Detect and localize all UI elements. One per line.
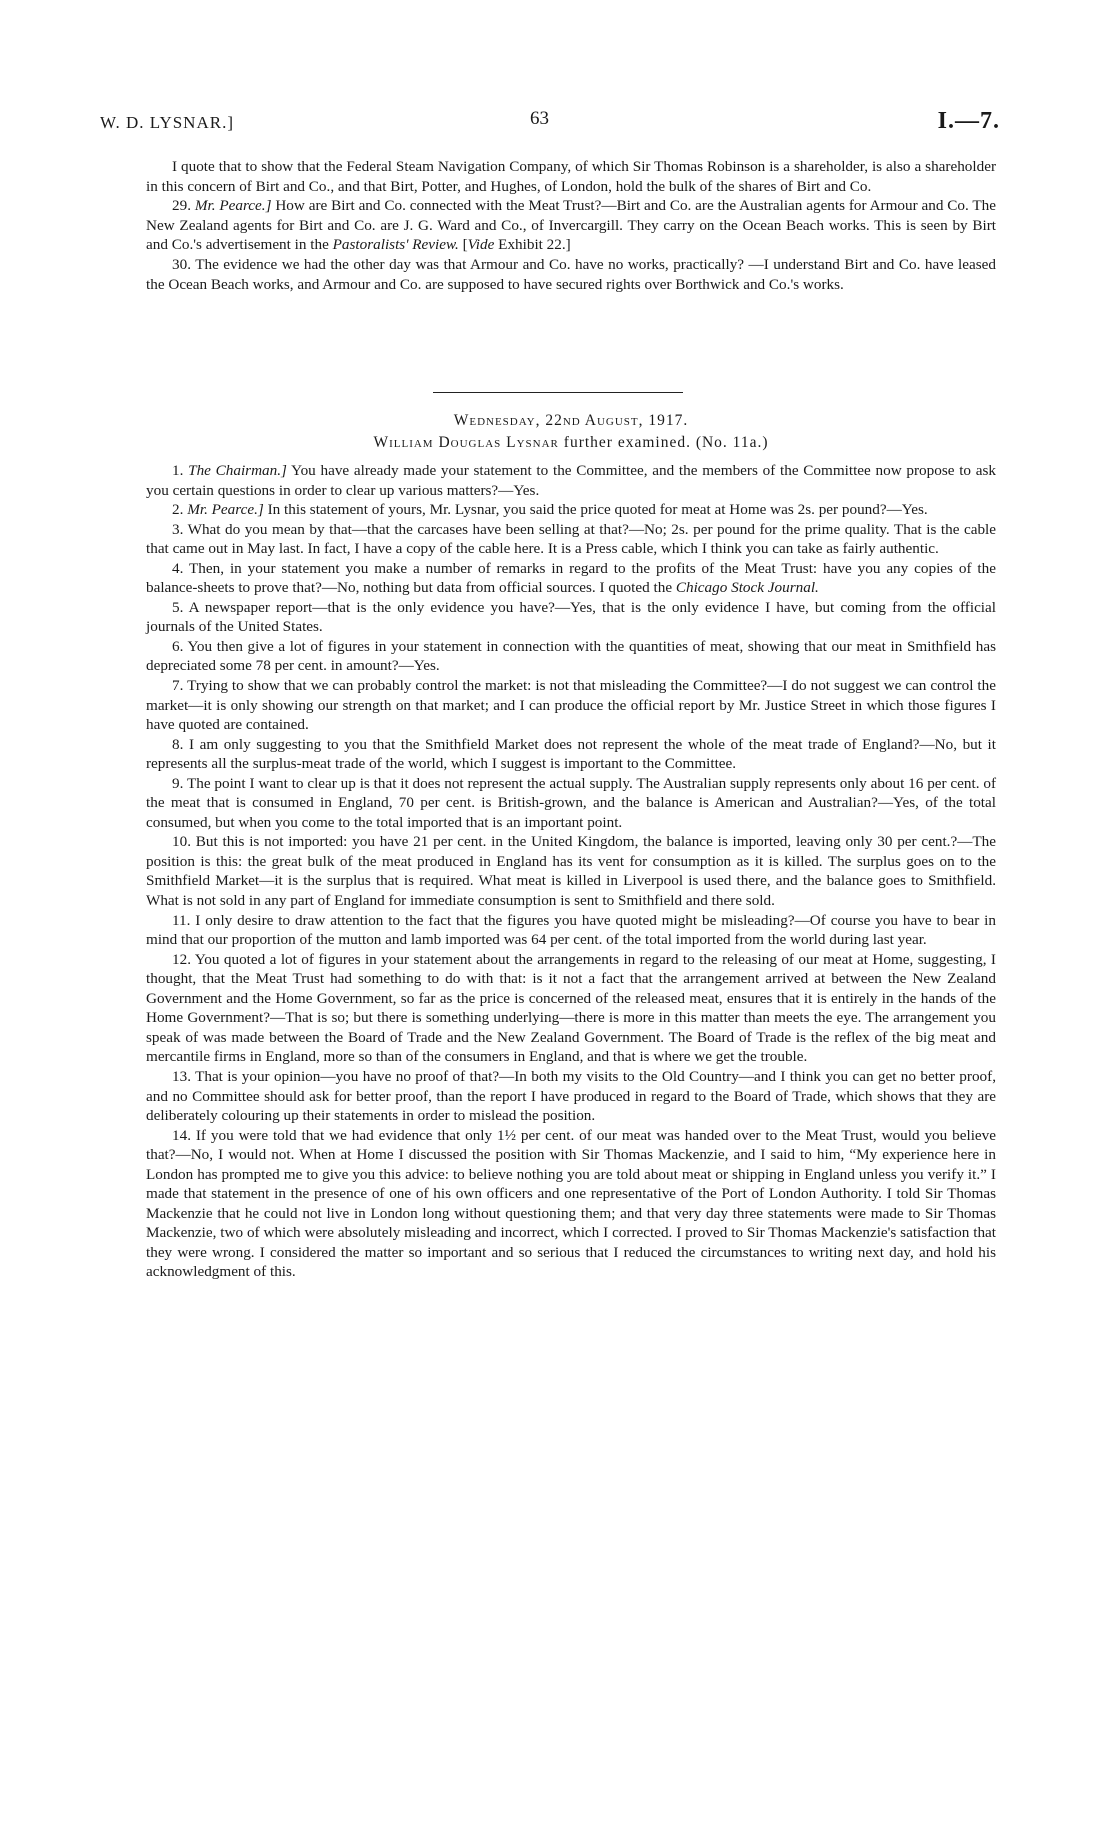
question: 1. The Chairman.] You have already made your statement to the Committee, and the members of the Committee now propose to ask you certain questions in order to clear up various matters?—Yes.	[146, 462, 997, 499]
question: 12. You quoted a lot of figures in your statement about the arrangements in regard to the releasing of our meat at Home, suggesting, I thought, that the Meat Trust had something to do with that: is it not a fact that the arrangement arrived at between the New Zealand Government and the Home Government, so far as the price is concerned of the released meat, ensures that it is entirely in the hands of the Home Government?—That is so; but there is something underlying—there is more in this matter than meets the eye. The arrangement you speak of was made between the Board of Trade and the New Zealand Government. The Board of Trade is the reflex of the big meat and mercantile firms in England, more so than of the consumers in England, and that is where we get the trouble.	[146, 950, 996, 1066]
section-divider	[433, 392, 683, 393]
question: 4. Then, in your statement you make a number of remarks in regard to the profits of the Meat Trust: have you any copies of the balance-sheets to prove that?—No, nothing but data from official sources. I quoted the Chicago Stock Journal.	[146, 559, 996, 597]
paragraph: 30. The evidence we had the other day was that Armour and Co. have no works, practically? —I understand Birt and Co. have leased the Ocean Beach works, and Armour and Co. are supposed to have secured rights over Borthwick and Co.'s works.	[146, 255, 996, 293]
question: 14. If you were told that we had evidence that only 1½ per cent. of our meat was handed over to the Meat Trust, would you believe that?—No, I would not. When at Home I discussed the position with Sir Thomas Mackenzie, and I said to him, “My experience here in London has prompted me to give you this advice: to believe nothing you are told about meat or shipping in England unless you verify it.” I made that statement in the presence of one of his own officers and one representative of the Port of London Authority. I told Sir Thomas Mackenzie that he could not live in London long without questioning them; and that very day three statements were made to Sir Thomas Mackenzie, two of which were absolutely misleading and incorrect, which I corrected. I proved to Sir Thomas Mackenzie's satisfaction that they were wrong. I considered the matter so important and so serious that I reduced the circumstances to writing next day, and hold his acknowledgment of this.	[146, 1126, 996, 1281]
question: 8. I am only suggesting to you that the Smithfield Market does not represent the whole of the meat trade of England?—No, but it represents all the surplus-meat trade of the world, which I suggest is important to the Committee.	[146, 735, 996, 773]
section-witness-line: William Douglas Lysnar further examined. (No. 11a.)	[373, 434, 769, 451]
question: 10. But this is not imported: you have 21 per cent. in the United Kingdom, the balance is imported, leaving only 30 per cent.?—The position is this: the great bulk of the meat produced in England has its vent for consumption as it is killed. The surplus goes on to the Smithfield Market—it is the surplus that is required. What meat is killed in Liverpool is used there, and the balance goes to Smithfield. What is not sold in any part of England for immediate consumption is sent to Smithfield and there sold.	[146, 833, 996, 910]
question: 5. A newspaper report—that is the only evidence you have?—Yes, that is the only evidence I have, but coming from the official journals of the United States.	[146, 598, 996, 636]
question: 3. What do you mean by that—that the carcases have been selling at that?—No; 2s. per pound for the prime quality. That is the cable that came out in May last. In fact, I have a copy of the cable here. It is a Press cable, which I think you can take as fairly authentic.	[146, 520, 996, 558]
page-header	[100, 108, 1000, 138]
question: 13. That is your opinion—you have no proof of that?—In both my visits to the Old Country—and I think you can get no better proof, and no Committee should ask for better proof, than the report I have produced in regard to the Board of Trade, which shows that they are deliberately colouring up their statements in order to mislead the position.	[146, 1067, 996, 1125]
question: 7. Trying to show that we can probably control the market: is not that misleading the Committee?—I do not suggest we can control the market—it is only showing our strength on that market; and I can produce the official report by Mr. Justice Street in which those figures I have quoted are contained.	[146, 677, 996, 734]
paragraph: I quote that to show that the Federal Steam Navigation Company, of which Sir Thomas Robinson is a shareholder, is also a shareholder in this concern of Birt and Co., and that Birt, Potter, and Hughes, of London, hold the bulk of the shares of Birt and Co.	[146, 158, 996, 195]
paragraph: 29. Mr. Pearce.] How are Birt and Co. connected with the Meat Trust?—Birt and Co. are the Australian agents for Armour and Co. The New Zealand agents for Birt and Co. are J. G. Ward and Co., of Invercargill. They carry on the Ocean Beach works. This is seen by Birt and Co.'s advertisement in the Pastoralists' Review. [Vide Exhibit 22.]	[146, 197, 996, 254]
page-number: 63	[530, 108, 549, 129]
question: 9. The point I want to clear up is that it does not represent the actual supply. The Australian supply represents only about 16 per cent. of the meat that is consumed in England, 70 per cent. is British-grown, and the balance is American and Australian?—Yes, of the total consumed, but when you come to the total imported that is an important point.	[146, 774, 996, 831]
question: 6. You then give a lot of figures in your statement in connection with the quantities of meat, showing that our meat in Smithfield has depreciated some 78 per cent. in amount?—Yes.	[146, 637, 996, 675]
paper-reference: I.—7.	[937, 108, 1000, 134]
examination-text	[146, 461, 996, 1282]
question: 2. Mr. Pearce.] In this statement of yours, Mr. Lysnar, you said the price quoted for meat at Home was 2s. per pound?—Yes.	[172, 501, 928, 519]
section-date: Wednesday, 22nd August, 1917.	[453, 412, 689, 429]
question: 11. I only desire to draw attention to the fact that the figures you have quoted might be misleading?—Of course you have to bear in mind that our proportion of the mutton and lamb imported was 64 per cent. of the total imported from the world during last year.	[146, 911, 996, 949]
intro-text	[146, 157, 996, 294]
header-witness: W. D. LYSNAR.]	[100, 113, 234, 132]
